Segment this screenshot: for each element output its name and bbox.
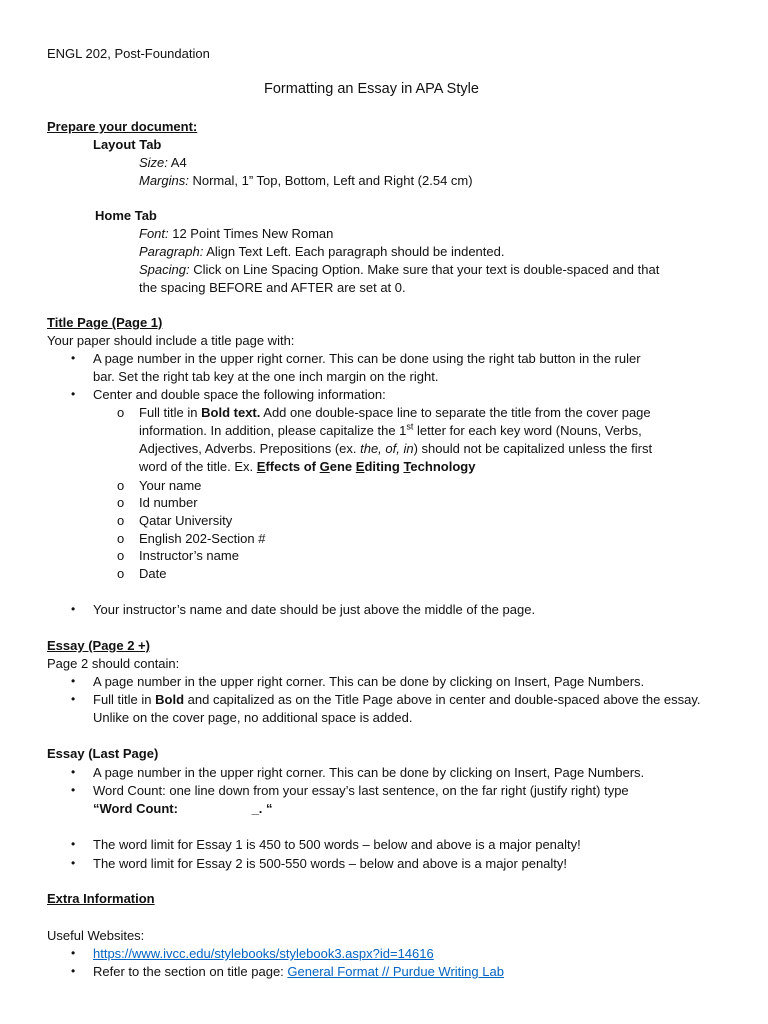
- sub-item-full-title: [139, 404, 651, 422]
- bullet-icon: •: [71, 692, 76, 706]
- sub-item-full-title-3: [139, 440, 652, 458]
- font-value: 12 Point Times New Roman: [168, 226, 334, 241]
- sub1-l3i: the, of, in: [360, 441, 414, 456]
- essay-bullet-1: A page number in the upper right corner. This can be done by clicking on Insert, Page Numbers.: [93, 674, 645, 689]
- layout-tab-heading: Layout Tab: [93, 137, 162, 152]
- link-line-2: [93, 963, 504, 981]
- sub1-l4a: word of the title. Ex.: [139, 459, 257, 474]
- ex-G: G: [319, 459, 330, 474]
- purdue-owl-link[interactable]: General Format // Purdue Writing Lab: [287, 964, 504, 979]
- essay-b2-bold: Bold: [155, 692, 185, 707]
- link-line-1: [93, 945, 434, 963]
- essay-bullet-2: [93, 691, 701, 709]
- ex-E: E: [256, 459, 266, 474]
- title-page-heading: Title Page (Page 1): [47, 315, 163, 330]
- bullet-icon: •: [71, 602, 76, 616]
- sub-item-full-title-2: [139, 422, 642, 440]
- margins-label: Margins:: [139, 173, 189, 188]
- word-count-end: _. “: [251, 801, 273, 816]
- sub-item: Qatar University: [139, 513, 233, 528]
- paragraph-value: Align Text Left. Each paragraph should be indented.: [203, 244, 505, 259]
- sub-item: Your name: [139, 478, 202, 493]
- document-title: Formatting an Essay in APA Style: [264, 81, 479, 97]
- sub-item: Date: [139, 566, 167, 581]
- spacing-line: [139, 261, 659, 279]
- essay-b2-b: and capitalized as on the Title Page above in center and double-spaced above the essay.: [184, 692, 701, 707]
- circle-bullet-icon: o: [117, 495, 125, 510]
- essay-b2-a: Full title in: [93, 692, 156, 707]
- ex-echnology: echnology: [410, 459, 476, 474]
- last-bullet-4: The word limit for Essay 2 is 500-550 words – below and above is a major penalty!: [93, 856, 568, 871]
- sub1-text-b: Add one double-space line to separate the title from the cover page: [260, 405, 651, 420]
- title-page-intro: Your paper should include a title page with:: [47, 333, 295, 348]
- circle-bullet-icon: o: [117, 531, 125, 546]
- useful-websites-label: Useful Websites:: [47, 928, 145, 943]
- bullet-icon: •: [71, 387, 76, 401]
- spacing-line-2: the spacing BEFORE and AFTER are set at 0.: [139, 280, 406, 295]
- sub1-bold: Bold text.: [201, 405, 261, 420]
- sub1-text-a: Full title in: [139, 405, 202, 420]
- bullet-icon: •: [71, 837, 76, 851]
- paragraph-label: Paragraph:: [139, 244, 204, 259]
- essay-bullet-2-cont: Unlike on the cover page, no additional space is added.: [93, 710, 413, 725]
- sub1-l2a: information. In addition, please capitalize the 1: [139, 423, 407, 438]
- bullet-icon: •: [71, 351, 76, 365]
- sub1-l3b: ) should not be capitalized unless the first: [413, 441, 653, 456]
- paragraph-line: [139, 243, 504, 261]
- title-bullet-1: A page number in the upper right corner. This can be done using the right tab button in the ruler: [93, 351, 641, 366]
- last-bullet-2: Word Count: one line down from your essay’s last sentence, on the far right (justify right) type: [93, 783, 629, 798]
- bullet-icon: •: [71, 783, 76, 797]
- circle-bullet-icon: o: [117, 405, 125, 420]
- essay-intro: Page 2 should contain:: [47, 656, 180, 671]
- size-line: [139, 154, 187, 172]
- circle-bullet-icon: o: [117, 566, 125, 581]
- prepare-heading: Prepare your document:: [47, 119, 198, 134]
- font-line: [139, 225, 333, 243]
- bullet-icon: •: [71, 964, 76, 978]
- spacing-value: Click on Line Spacing Option. Make sure that your text is double-spaced and that: [189, 262, 660, 277]
- bullet-icon: •: [71, 765, 76, 779]
- home-tab-heading: Home Tab: [95, 208, 157, 223]
- title-bullet-2: Center and double space the following information:: [93, 387, 386, 402]
- spacing-label: Spacing:: [139, 262, 190, 277]
- sub1-sup: st: [406, 421, 414, 432]
- sub-item: Instructor’s name: [139, 548, 239, 563]
- sub1-l3a: Adjectives, Adverbs. Prepositions (ex.: [139, 441, 361, 456]
- ivcc-stylebook-link[interactable]: https://www.ivcc.edu/stylebooks/stylebook3.aspx?id=14616: [93, 946, 434, 961]
- title-bullet-1-cont: bar. Set the right tab key at the one inch margin on the right.: [93, 369, 439, 384]
- essay-heading: Essay (Page 2 +): [47, 638, 150, 653]
- ex-T: T: [403, 459, 411, 474]
- sub-item: English 202-Section #: [139, 531, 266, 546]
- sub1-l2b: letter for each key word (Nouns, Verbs,: [413, 423, 642, 438]
- last-bullet-3: The word limit for Essay 1 is 450 to 500 words – below and above is a major penalty!: [93, 837, 581, 852]
- title-bullet-3: Your instructor’s name and date should be just above the middle of the page.: [93, 602, 536, 617]
- bullet-icon: •: [71, 674, 76, 688]
- margins-line: [139, 172, 473, 190]
- size-value: A4: [167, 155, 187, 170]
- purdue-prefix: Refer to the section on title page:: [93, 964, 288, 979]
- circle-bullet-icon: o: [117, 478, 125, 493]
- margins-value: Normal, 1” Top, Bottom, Left and Right (2.54 cm): [188, 173, 473, 188]
- example-title: [257, 459, 476, 474]
- sub-item-full-title-4: [139, 458, 475, 476]
- bullet-icon: •: [71, 946, 76, 960]
- word-count-line: [93, 800, 273, 818]
- circle-bullet-icon: o: [117, 548, 125, 563]
- bullet-icon: •: [71, 856, 76, 870]
- circle-bullet-icon: o: [117, 513, 125, 528]
- ex-ene: ene: [329, 459, 356, 474]
- word-count-label: “Word Count:: [93, 801, 182, 816]
- ex-diting: diting: [364, 459, 404, 474]
- sub-item: Id number: [139, 495, 198, 510]
- last-bullet-1: A page number in the upper right corner. This can be done by clicking on Insert, Page Numbers.: [93, 765, 645, 780]
- course-header: ENGL 202, Post-Foundation: [47, 46, 210, 61]
- ex-E2: E: [355, 459, 365, 474]
- font-label: Font:: [139, 226, 169, 241]
- ex-ffects: ffects of: [265, 459, 320, 474]
- extra-heading: Extra Information: [47, 891, 155, 906]
- last-page-heading: Essay (Last Page): [47, 746, 159, 761]
- size-label: Size:: [139, 155, 168, 170]
